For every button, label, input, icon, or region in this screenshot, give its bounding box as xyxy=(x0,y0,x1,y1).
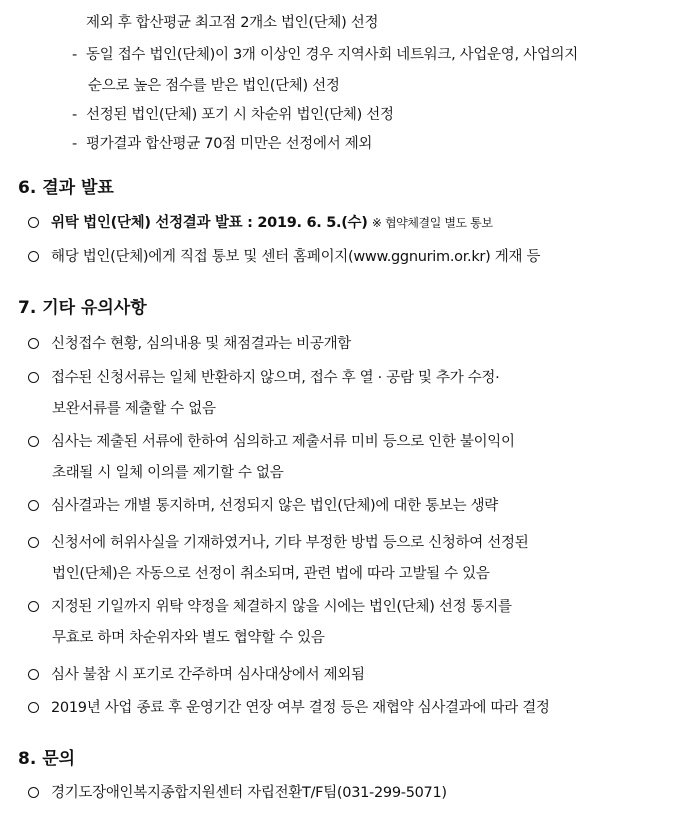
selection-line: 제외 후 합산평균 최고점 2개소 법인(단체) 선정 xyxy=(86,15,379,31)
list-item-cont: 법인(단체)은 자동으로 선정이 취소되며, 관련 법에 따라 고발될 수 있음 xyxy=(52,566,490,582)
circle-bullet-icon xyxy=(28,338,39,349)
circle-bullet-icon xyxy=(28,372,39,383)
circle-bullet-icon xyxy=(28,669,39,680)
selection-dash-item xyxy=(72,134,372,154)
list-item-text: 심사결과는 개별 통지하며, 선정되지 않은 법인(단체)에 대한 통보는 생략 xyxy=(51,498,498,514)
contact-text: 경기도장애인복지종합지원센터 자립전환T/F팀(031-299-5071) xyxy=(51,785,447,801)
list-item xyxy=(28,783,447,803)
circle-bullet-icon xyxy=(28,787,39,798)
list-item-text: 신청접수 현황, 심의내용 및 채점결과는 비공개함 xyxy=(51,336,351,352)
selection-dash-item xyxy=(72,45,578,65)
list-item-text: 심사 불참 시 포기로 간주하며 심사대상에서 제외됨 xyxy=(51,667,365,683)
list-item xyxy=(28,334,351,354)
list-item-cont: 초래될 시 일체 이의를 제기할 수 없음 xyxy=(52,465,284,481)
circle-bullet-icon xyxy=(28,500,39,511)
section-heading: 7. 기타 유의사항 xyxy=(18,298,147,318)
section-heading: 8. 문의 xyxy=(18,749,76,769)
dash-item-text: 동일 접수 법인(단체)이 3개 이상인 경우 지역사회 네트워크, 사업운영, 사업의지 xyxy=(86,47,578,63)
list-item xyxy=(28,496,498,516)
list-item-text: 심사는 제출된 서류에 한하여 심의하고 제출서류 미비 등으로 인한 불이익이 xyxy=(51,434,515,450)
list-item xyxy=(28,213,493,233)
circle-bullet-icon xyxy=(28,436,39,447)
list-item-text: 해당 법인(단체)에게 직접 통보 및 센터 홈페이지(www.ggnurim.or.kr) 게재 등 xyxy=(51,249,541,265)
selection-dash-item-cont: 순으로 높은 점수를 받은 법인(단체) 선정 xyxy=(88,78,340,94)
list-item-text: 지정된 기일까지 위탁 약정을 체결하지 않을 시에는 법인(단체) 선정 통지를 xyxy=(51,599,512,615)
announcement-date-text: 위탁 법인(단체) 선정결과 발표 : 2019. 6. 5.(수) xyxy=(51,215,368,231)
list-item-text: 접수된 신청서류는 일체 반환하지 않으며, 접수 후 열 · 공람 및 추가 수정· xyxy=(51,370,500,386)
list-item xyxy=(28,368,499,388)
dash-item-text: 선정된 법인(단체) 포기 시 차순위 법인(단체) 선정 xyxy=(86,107,394,123)
circle-bullet-icon xyxy=(28,537,39,548)
circle-bullet-icon xyxy=(28,702,39,713)
list-item xyxy=(28,698,550,718)
circle-bullet-icon xyxy=(28,251,39,262)
selection-dash-item xyxy=(72,105,394,125)
dash-mark: - xyxy=(72,107,77,123)
list-item-cont: 보완서류를 제출할 수 없음 xyxy=(52,401,216,417)
list-item-text: 신청서에 허위사실을 기재하였거나, 기타 부정한 방법 등으로 신청하여 선정된 xyxy=(51,535,529,551)
dash-mark: - xyxy=(72,47,77,63)
list-item xyxy=(28,247,540,267)
section-heading: 6. 결과 발표 xyxy=(18,178,114,198)
list-item xyxy=(28,533,528,553)
list-item xyxy=(28,597,512,617)
circle-bullet-icon xyxy=(28,217,39,228)
list-item xyxy=(28,432,515,452)
list-item-text: 2019년 사업 종료 후 운영기간 연장 여부 결정 등은 재협약 심사결과에 따라 결정 xyxy=(51,700,550,716)
dash-item-text: 평가결과 합산평균 70점 미만은 선정에서 제외 xyxy=(86,136,373,152)
dash-mark: - xyxy=(72,136,77,152)
agreement-note: ※ 협약체결일 별도 통보 xyxy=(371,216,493,230)
list-item-cont: 무효로 하며 차순위자와 별도 협약할 수 있음 xyxy=(52,630,325,646)
list-item xyxy=(28,665,365,685)
circle-bullet-icon xyxy=(28,601,39,612)
